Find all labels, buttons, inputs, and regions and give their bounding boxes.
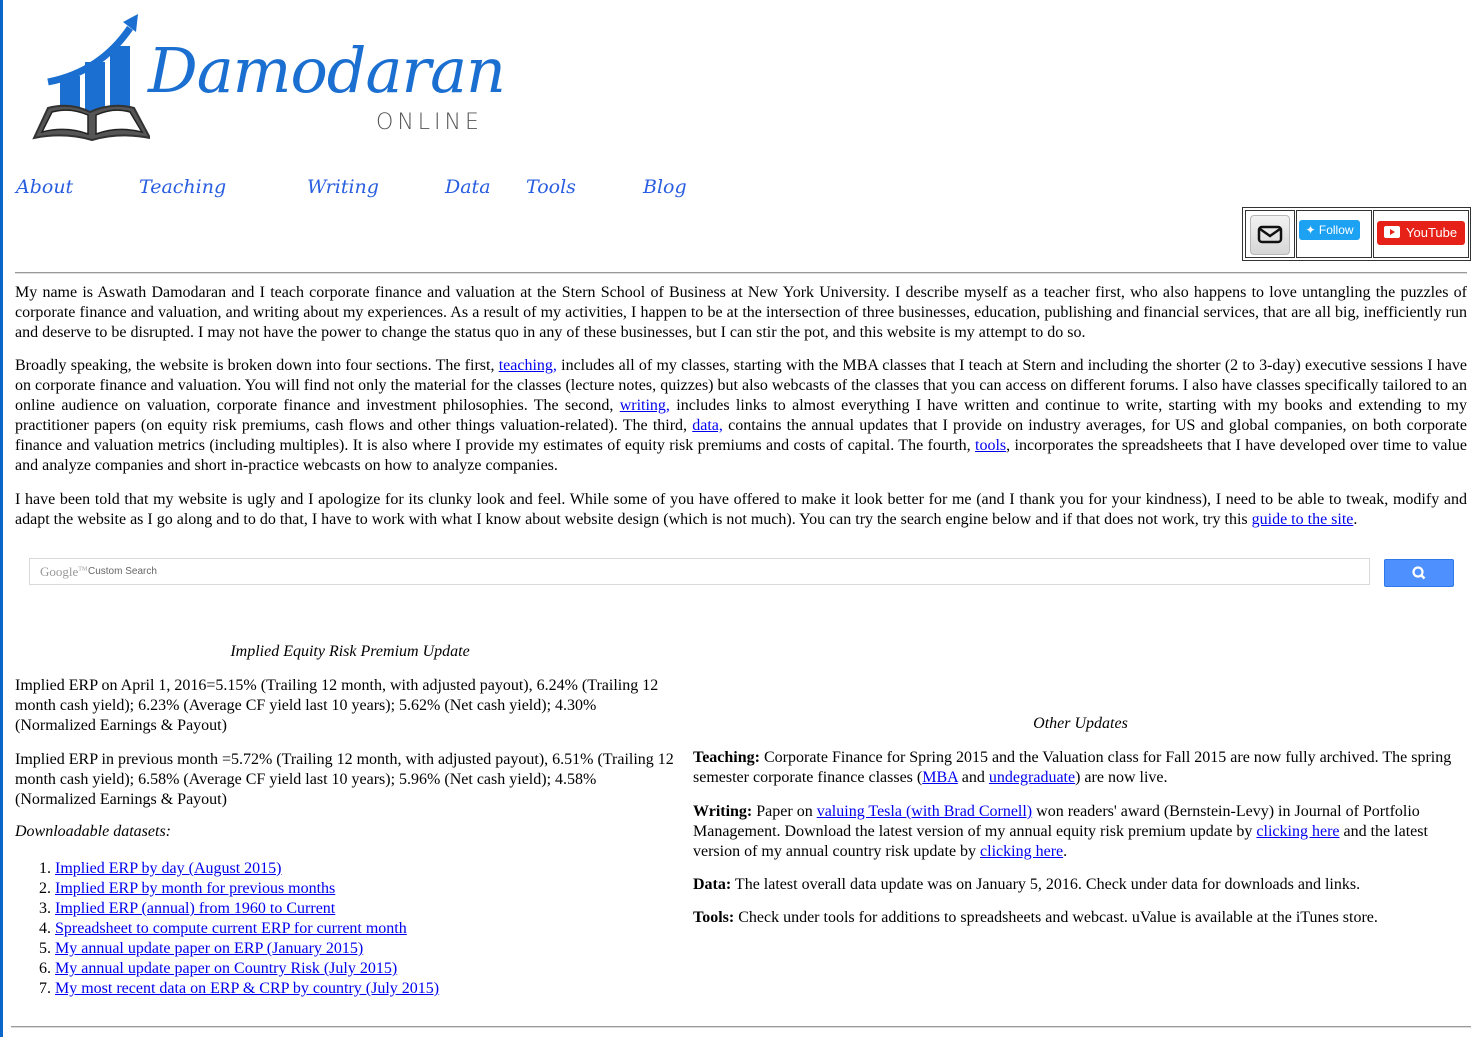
divider-top — [15, 272, 1467, 274]
update-tools: Tools: Check under tools for additions to spreadsheets and webcast. uValue is available at the iTunes store. — [693, 909, 1378, 926]
dataset-link[interactable]: Spreadsheet to compute current ERP for current month — [55, 920, 407, 937]
nav-writing[interactable]: Writing — [307, 176, 379, 198]
link-teaching[interactable]: teaching, — [498, 357, 557, 374]
logo-wordmark: Damodaran — [148, 34, 505, 107]
list-item — [55, 919, 439, 939]
list-item — [55, 939, 439, 959]
dataset-link[interactable]: My annual update paper on ERP (January 2015) — [55, 940, 364, 957]
erp-section-title: Implied Equity Risk Premium Update — [230, 643, 470, 660]
list-item — [55, 859, 439, 879]
youtube-cell — [1373, 210, 1469, 258]
datasets-list — [15, 859, 439, 999]
left-accent-bar — [0, 0, 3, 1037]
dataset-link[interactable]: My most recent data on ERP & CRP by country (July 2015) — [55, 980, 440, 997]
intro-paragraph-3: I have been told that my website is ugly and I apologize for its clunky look and feel. While some of you have offered to make it look better for me (and I thank you for your kindness), I need to be able to tweak, modify and adapt the website as I go along and to do that, I have to work with what I know about website design (which is not much). You can try the search engine below and if that does not work, try this guide to the site. — [15, 491, 1467, 528]
link-tools[interactable]: tools — [975, 437, 1007, 454]
search-placeholder: Custom Search — [88, 566, 157, 577]
nav-teaching[interactable]: Teaching — [139, 176, 227, 198]
dataset-link[interactable]: Implied ERP (annual) from 1960 to Current — [55, 900, 336, 917]
intro-paragraph-2: Broadly speaking, the website is broken down into four sections. The first, teaching, includes all of my classes, starting with the MBA classes that I teach at Stern and including the shorter (2 to 3-day) executive sessions I have on corporate finance and valuation. You will find not only the material for the classes (lecture notes, quizzes) but also webcasts of the classes that you can access on different forums. I also have classes specifically tailored to an online audience on valuation, corporate finance and investment philosophies. The second, writing, includes links to almost everything I have written and continue to write, starting with my books and extending to my practitioner papers (on equity risk premiums, cash flows and other things valuation-related). The third, data, contains the annual updates that I provide on industry averages, for US and global companies, on both corporate finance and valuation metrics (including multiples). It is also where I provide my estimates of equity risk premiums and costs of capital. The fourth, tools, incorporates the spreadsheets that I have developed over time to value and analyze companies and short in-practice webcasts on how to analyze companies. — [15, 357, 1468, 474]
dataset-link[interactable]: My annual update paper on Country Risk (July 2015) — [55, 960, 398, 977]
list-item — [55, 979, 439, 999]
dataset-link[interactable]: Implied ERP by month for previous months — [55, 880, 336, 897]
list-item — [55, 959, 439, 979]
divider-bottom — [11, 1026, 1471, 1028]
twitter-cell — [1296, 210, 1372, 258]
link-writing[interactable]: writing, — [619, 397, 670, 414]
nav-about[interactable]: About — [16, 176, 74, 198]
intro-paragraph-1: My name is Aswath Damodaran and I teach corporate finance and valuation at the Stern School of Business at New York University. I describe myself as a teacher first, who also happens to love untangling the puzzles of corporate finance and valuation, and writing about my experiences. As a result of my activities, I happen to be at the intersection of three businesses, education, publishing and financial services, that are all big, inefficiently run and deserve to be disrupted. I may not have the power to change the status quo in any of these businesses, but I can stir the pot, and this website is my attempt to do so. — [15, 284, 1467, 341]
link-valuing-tesla[interactable]: valuing Tesla (with Brad Cornell) — [816, 803, 1033, 820]
datasets-label: Downloadable datasets: — [15, 823, 171, 840]
email-button[interactable] — [1250, 215, 1290, 255]
logo-subtitle: ONLINE — [376, 110, 483, 135]
google-brand-label: Google™ — [40, 564, 88, 579]
erp-previous: Implied ERP in previous month =5.72% (Trailing 12 month, with adjusted payout), 6.51% (Trailing 12 month cash yield); 6.58% (Average CF yield last 10 years); 5.96% (Net cash yield); 4.58% (Normalized Earnings & Payout) — [15, 751, 674, 808]
youtube-play-icon — [1384, 226, 1400, 238]
envelope-icon — [1251, 216, 1289, 254]
twitter-follow-button[interactable]: ✦ Follow — [1299, 220, 1360, 240]
link-country-risk-update[interactable]: clicking here — [980, 843, 1064, 860]
erp-current: Implied ERP on April 1, 2016=5.15% (Trailing 12 month, with adjusted payout), 6.24% (Trailing 12 month cash yield); 6.23% (Average CF yield last 10 years); 5.62% (Net cash yield); 4.30% (Normalized Earnings & Payout) — [15, 677, 659, 734]
link-erp-update[interactable]: clicking here — [1256, 823, 1340, 840]
search-button[interactable] — [1384, 559, 1454, 587]
search-input[interactable] — [29, 558, 1370, 585]
link-guide-to-site[interactable]: guide to the site — [1251, 511, 1354, 528]
updates-section-title: Other Updates — [1033, 715, 1128, 732]
nav-blog[interactable]: Blog — [643, 176, 687, 198]
twitter-bird-icon: ✦ — [1305, 223, 1316, 237]
link-mba[interactable]: MBA — [922, 769, 958, 786]
social-links — [1242, 207, 1471, 261]
link-undergraduate[interactable]: undegraduate — [988, 769, 1076, 786]
logo-chart-book-icon — [30, 10, 150, 145]
update-data: Data: The latest overall data update was on January 5, 2016. Check under data for downloads and links. — [693, 876, 1361, 893]
magnifier-icon — [1385, 560, 1453, 586]
update-writing: Writing: Paper on valuing Tesla (with Brad Cornell) won readers' award (Bernstein-Levy) in Journal of Portfolio Management. Download the latest version of my annual equity risk premium update by clicking here and the latest version of my annual country risk update by clicking here. — [693, 803, 1428, 860]
email-cell — [1245, 210, 1295, 258]
site-logo[interactable] — [30, 10, 505, 150]
nav-data[interactable]: Data — [445, 176, 491, 198]
nav-tools[interactable]: Tools — [526, 176, 576, 198]
update-teaching: Teaching: Corporate Finance for Spring 2015 and the Valuation class for Fall 2015 are now fully archived. The spring semester corporate finance classes (MBA and undegraduate) are now live. — [693, 749, 1452, 786]
dataset-link[interactable]: Implied ERP by day (August 2015) — [55, 860, 282, 877]
list-item — [55, 879, 439, 899]
link-data[interactable]: data, — [692, 417, 723, 434]
youtube-button[interactable]: YouTube — [1377, 221, 1465, 245]
list-item — [55, 899, 439, 919]
